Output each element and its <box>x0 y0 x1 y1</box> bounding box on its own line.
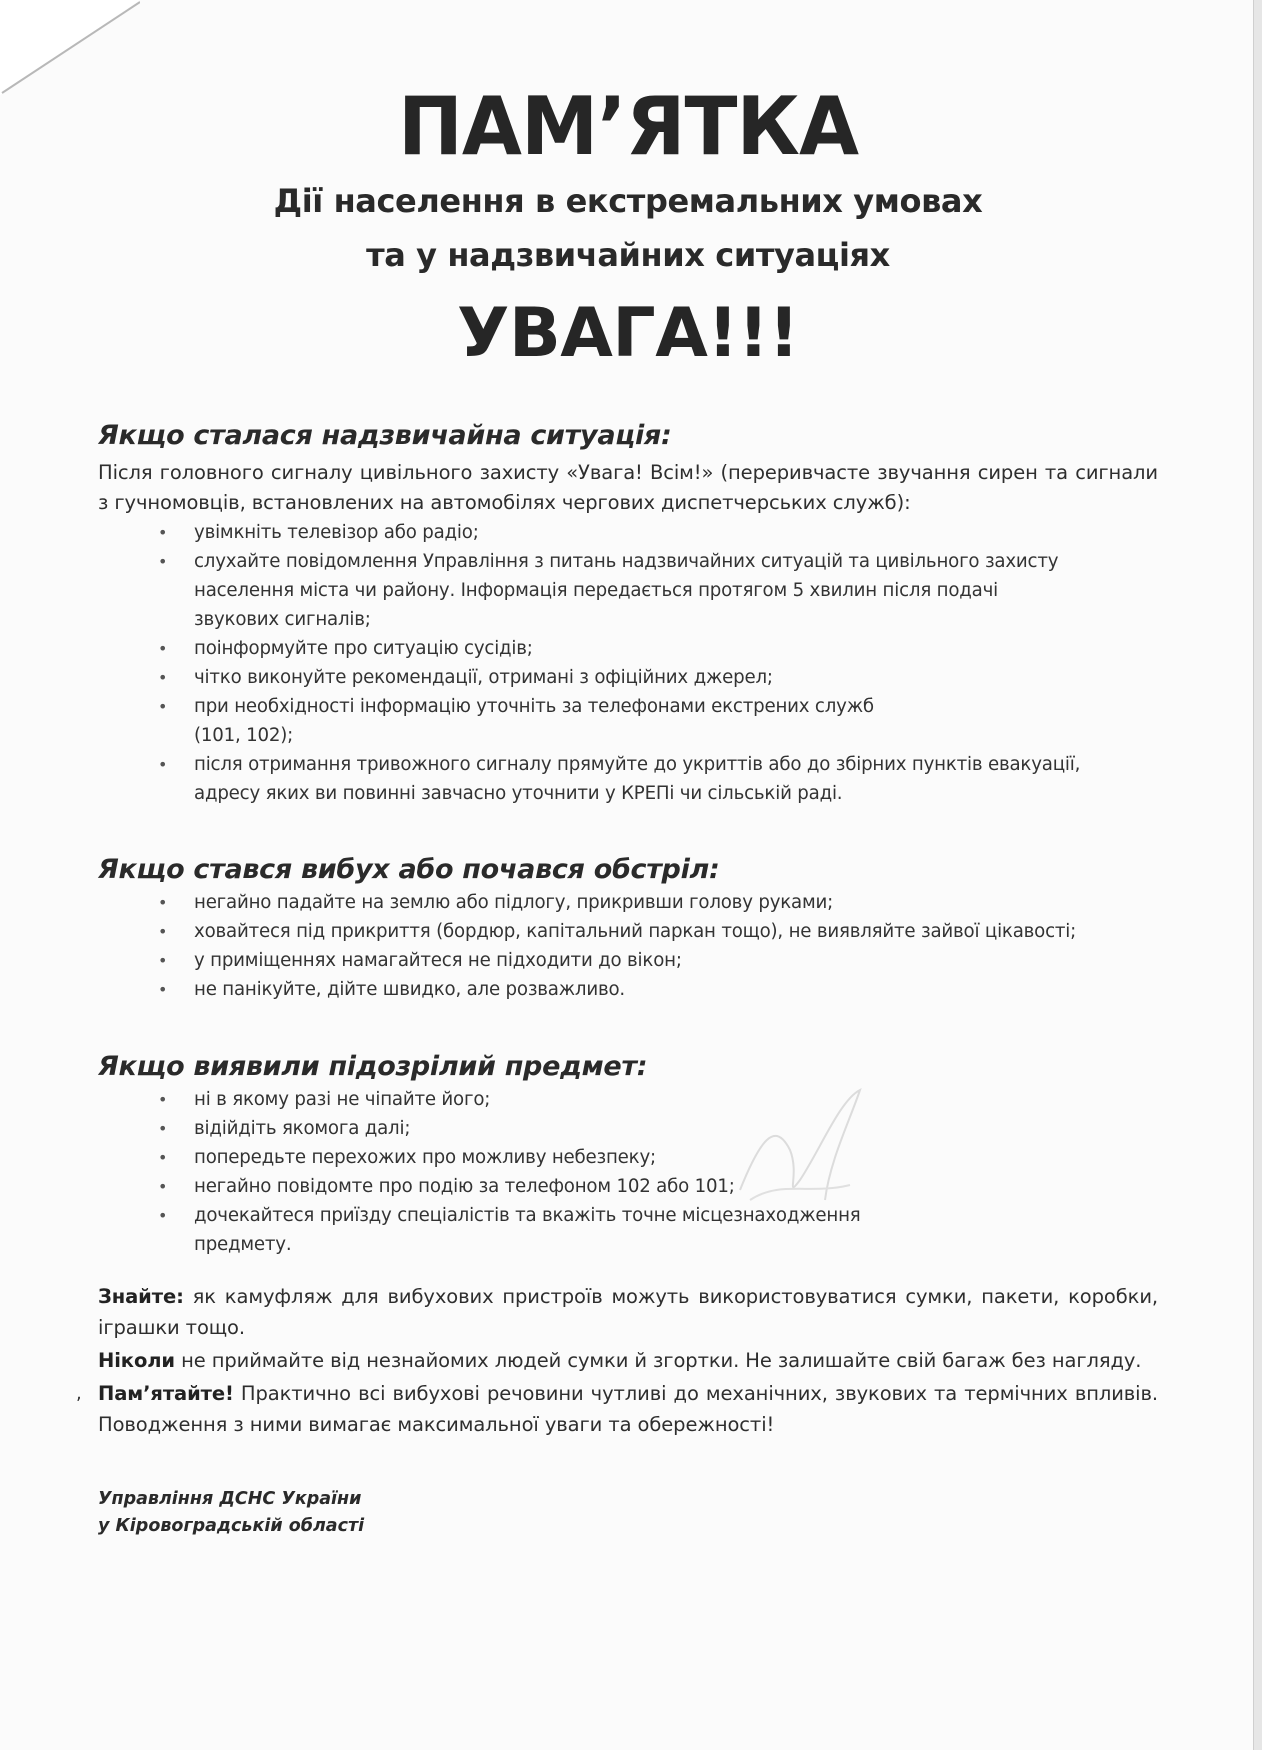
list-item <box>98 547 1088 634</box>
list-item-text: при необхідності інформацію уточніть за телефонами екстрених служб (101, 102); <box>194 696 874 746</box>
subtitle-line-1: Дії населення в екстремальних умовах <box>273 182 983 220</box>
list-item-text: увімкніть телевізор або радіо; <box>194 522 479 543</box>
bullet-icon: • <box>158 1177 168 1196</box>
bullet-icon: • <box>158 1090 168 1109</box>
stray-ink-mark: , <box>76 1383 82 1404</box>
subtitle-line-2: та у надзвичайних ситуаціях <box>366 236 890 274</box>
list-item-text: слухайте повідомлення Управління з питань надзвичайних ситуацій та цивільного захисту населення міста чи району. Інформація передається протягом 5 хвилин після подачі звукових сигналів; <box>194 551 1059 630</box>
issuer-line-2: у Кіровоградській області <box>98 1516 365 1536</box>
section-emergency-heading: Якщо сталася надзвичайна ситуація: <box>98 420 672 451</box>
note-remember-text: Практично всі вибухові речовини чутливі до механічних, звукових та термічних впливів. Поводження з ними вимагає максимальної уваги та обережності! <box>98 1382 1158 1436</box>
list-item <box>98 1114 1088 1143</box>
section-explosion-list <box>98 888 1088 1004</box>
bullet-icon: • <box>158 980 168 999</box>
section-suspicious-heading: Якщо виявили підозрілий предмет: <box>98 1051 648 1082</box>
list-item-text: негайно повідомте про подію за телефоном 102 або 101; <box>194 1176 735 1197</box>
bullet-icon: • <box>158 697 168 716</box>
list-item-text: відійдіть якомога далі; <box>194 1118 411 1139</box>
memo-content <box>76 80 1158 1540</box>
warning-notes <box>76 1281 1158 1440</box>
bullet-icon: • <box>158 951 168 970</box>
folded-corner-shadow <box>0 0 140 95</box>
list-item-text: чітко виконуйте рекомендації, отримані з офіційних джерел; <box>194 667 773 688</box>
bullet-icon: • <box>158 1206 168 1225</box>
bullet-icon: • <box>158 523 168 542</box>
section-emergency-list <box>98 518 1088 808</box>
attention-heading: УВАГА!!! <box>457 294 799 373</box>
list-item <box>98 888 1088 917</box>
bullet-icon: • <box>158 1119 168 1138</box>
list-item <box>98 917 1088 946</box>
bullet-icon: • <box>158 668 168 687</box>
note-know <box>98 1281 1158 1343</box>
note-remember-label: Пам’ятайте! <box>98 1382 234 1405</box>
bullet-icon: • <box>158 922 168 941</box>
list-item <box>98 1085 1088 1114</box>
note-know-label: Знайте: <box>98 1285 184 1308</box>
list-item-text: дочекайтеся приїзду спеціалістів та вкажіть точне місцезнаходження предмету. <box>194 1205 861 1255</box>
memo-subtitle <box>98 174 1158 282</box>
list-item-text: ні в якому разі не чіпайте його; <box>194 1089 491 1110</box>
bullet-icon: • <box>158 755 168 774</box>
note-remember <box>76 1378 1158 1440</box>
issuer-line-1: Управління ДСНС України <box>98 1489 362 1509</box>
list-item-text: у приміщеннях намагайтеся не підходити до вікон; <box>194 950 682 971</box>
bullet-icon: • <box>158 552 168 571</box>
list-item-text: поінформуйте про ситуацію сусідів; <box>194 638 533 659</box>
scan-edge <box>1253 0 1262 1750</box>
list-item-text: після отримання тривожного сигналу прямуйте до укриттів або до збірних пунктів евакуації, адресу яких ви повинні завчасно уточнити у КРЕПі чи сільській раді. <box>194 754 1081 804</box>
note-never <box>98 1345 1158 1376</box>
note-know-text: як камуфляж для вибухових пристроїв можуть використовуватися сумки, пакети, коробки, іграшки тощо. <box>98 1285 1158 1339</box>
list-item <box>98 975 1088 1004</box>
bullet-icon: • <box>158 639 168 658</box>
section-explosion-heading: Якщо стався вибух або почався обстріл: <box>98 854 720 885</box>
list-item <box>98 750 1088 808</box>
list-item-text: негайно падайте на землю або підлогу, прикривши голову руками; <box>194 892 834 913</box>
list-item-text: ховайтеся під прикриття (бордюр, капітальний паркан тощо), не виявляйте зайвої цікавості; <box>194 921 1077 942</box>
list-item <box>98 1143 1088 1172</box>
note-never-text: не приймайте від незнайомих людей сумки й згортки. Не залишайте свій багаж без нагляду. <box>174 1349 1142 1372</box>
section-suspicious-list <box>98 1085 1088 1259</box>
note-never-label: Ніколи <box>98 1349 175 1372</box>
memo-title: ПАМ’ЯТКА <box>397 80 859 173</box>
bullet-icon: • <box>158 1148 168 1167</box>
list-item-text: попередьте перехожих про можливу небезпеку; <box>194 1147 656 1168</box>
bullet-icon: • <box>158 893 168 912</box>
list-item <box>98 692 1088 750</box>
list-item <box>98 946 1088 975</box>
list-item <box>98 1172 1088 1201</box>
list-item-text: не панікуйте, дійте швидко, але розважливо. <box>194 979 626 1000</box>
issuer-signature <box>98 1486 1158 1540</box>
section-emergency-intro: Після головного сигналу цивільного захисту «Увага! Всім!» (переривчасте звучання сирен та сигнали з гучномовців, встановлених на автомобілях чергових диспетчерських служб): <box>98 461 1158 514</box>
list-item <box>98 1201 1088 1259</box>
list-item <box>98 634 1088 663</box>
list-item <box>98 663 1088 692</box>
list-item <box>98 518 1088 547</box>
